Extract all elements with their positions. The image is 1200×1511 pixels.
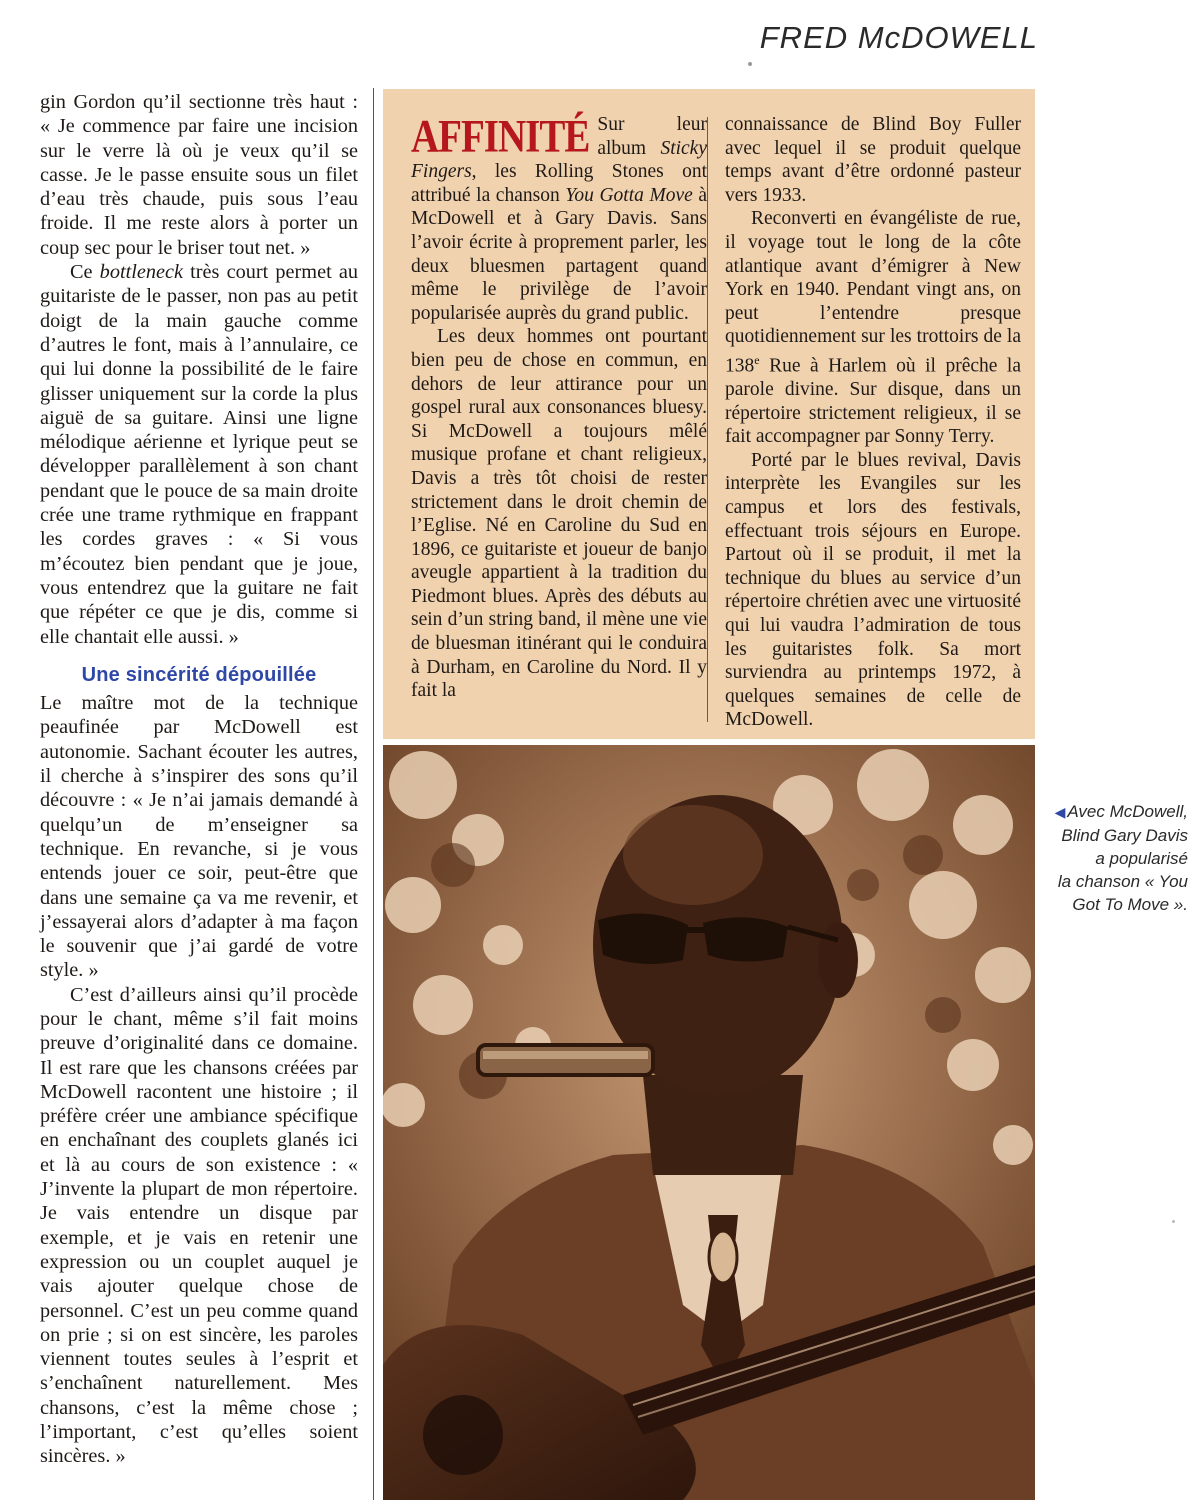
paragraph: connaissance de Blind Boy Fuller avec lequel il se produit quelque temps avant d’être ordonné pasteur vers 1933. (725, 114, 1021, 206)
caption-arrow-icon: ◀ (1054, 804, 1066, 820)
photo-caption: ◀ Avec McDowell, Blind Gary Davis a popularisé la chanson « You Got To Move ». (1054, 802, 1188, 914)
sidebar-left-column (411, 110, 708, 703)
photo-gary-davis (383, 745, 1035, 1500)
column-divider (373, 88, 374, 1500)
sidebar-divider (707, 117, 708, 722)
left-column (40, 90, 358, 1469)
paragraph: Reconverti en évangéliste de rue, il voyage tout le long de la côte atlantique avant d’émigrer à New York en 1940. Pendant vingt ans, on peut l’entendre presque quotidiennement sur les trottoirs de la 138e Rue à Harlem où il prêche la parole divine. Sur disque, dans un répertoire strictement religieux, il se fait accompagner par Sonny Terry. (725, 208, 1021, 448)
subheading: Une sincérité dépouillée (81, 663, 317, 686)
sidebar-box (383, 89, 1035, 739)
paragraph: AFFINITÉ Sur leur album Sticky Fingers, les Rolling Stones ont attribué la chanson You Gotta Move à McDowell et à Gary Davis. Sans l’avoir écrite à proprement parler, les deux bluesmen partagent quand même le privilège de l’avoir popularisée auprès du grand public. (411, 110, 708, 324)
photo-illustration (383, 745, 1035, 1500)
print-mark (1172, 1220, 1175, 1223)
paragraph: Ce bottleneck très court permet au guitariste de le passer, non pas au petit doigt de la main gauche comme d’autres le font, mais à l’annulaire, ce qui lui donne la possibilité de le faire glisser uniquement sur la corde la plus aiguë de sa guitare. Ainsi une ligne mélodique aérienne et lyrique peut se développer parallèlement à son chant pendant que le pouce de sa main droite crée une trame rythmique en frappant les cordes graves : « Si vous m’écoutez bien pendant que je joue, vous entendrez que la guitare ne fait que répéter ce que je dis, comme si elle chantait elle aussi. » (40, 261, 358, 648)
song-title: You Gotta Move (565, 184, 693, 206)
paragraph: C’est d’ailleurs ainsi qu’il procède pour le chant, même s’il fait moins preuve d’originalité dans ce domaine. Il est rare que les chansons créées par McDowell racontent une histoire ; il préfère créer une ambiance spécifique en enchaînant des couplets glanés ici et là au cours de son existence : « J’invente la plupart de mon répertoire. Je vais entendre un disque par exemple, et je vais en retenir une expression ou un couplet auquel je vais ajouter quelque chose de personnel. C’est un peu comme quand on prie ; si on est sincère, les paroles viennent toutes seules à l’esprit et s’enchaînent naturellement. Mes chansons, c’est la même chose ; l’important, c’est qu’elles soient sincères. » (40, 983, 358, 1468)
sidebar-right-column (725, 113, 1021, 732)
print-mark (748, 62, 752, 66)
paragraph: Porté par le blues revival, Davis interprète les Evangiles sur les campus et lors des festivals, effectuant trois séjours en Europe. Partout où il se produit, il met la technique du blues au service d’un répertoire chrétien avec une virtuosité qui lui vaudra l’admiration de tous les guitaristes folk. Sa mort surviendra au printemps 1972, à quelques semaines de celle de McDowell. (725, 449, 1021, 731)
paragraph: gin Gordon qu’il sectionne très haut : « Je commence par faire une incision sur le verre là où je veux qu’il se casse. Je le passe ensuite sous un filet d’eau très chaude, puis sous l’eau froide. Il me reste alors à porter un coup sec pour le briser tout net. » (40, 91, 358, 259)
sidebar-kicker: AFFINITÉ (411, 110, 590, 163)
paragraph: Les deux hommes ont pourtant bien peu de chose en commun, en dehors de leur attirance pour un gospel rural aux consonances bluesy. Si McDowell a toujours mêlé musique profane et chant religieux, Davis a très tôt choisi de rester strictement dans le droit chemin de l’Eglise. Né en Caroline du Sud en 1896, ce guitariste et joueur de banjo aveugle appartient à la tradition du Piedmont blues. Après des débuts au sein d’un string band, il mène une vie de bluesman itinérant qui le conduira à Durham, en Caroline du Nord. Il y fait la (411, 326, 707, 702)
album-title: Sticky Fingers (411, 137, 707, 183)
paragraph: Le maître mot de la technique peaufinée par McDowell est autonomie. Sachant écouter les autres, il cherche à s’inspirer des sons qu’il découvre : « Je n’ai jamais demandé à quelqu’un de m’enseigner sa technique. En revanche, si je vous entends jouer ce soir, peut-être que dans une semaine ça va me revenir, et j’essayerai alors d’adapter à ma façon le souvenir que j’ai gardé de votre style. » (40, 692, 358, 982)
running-head: FRED McDOWELL (759, 20, 1038, 55)
